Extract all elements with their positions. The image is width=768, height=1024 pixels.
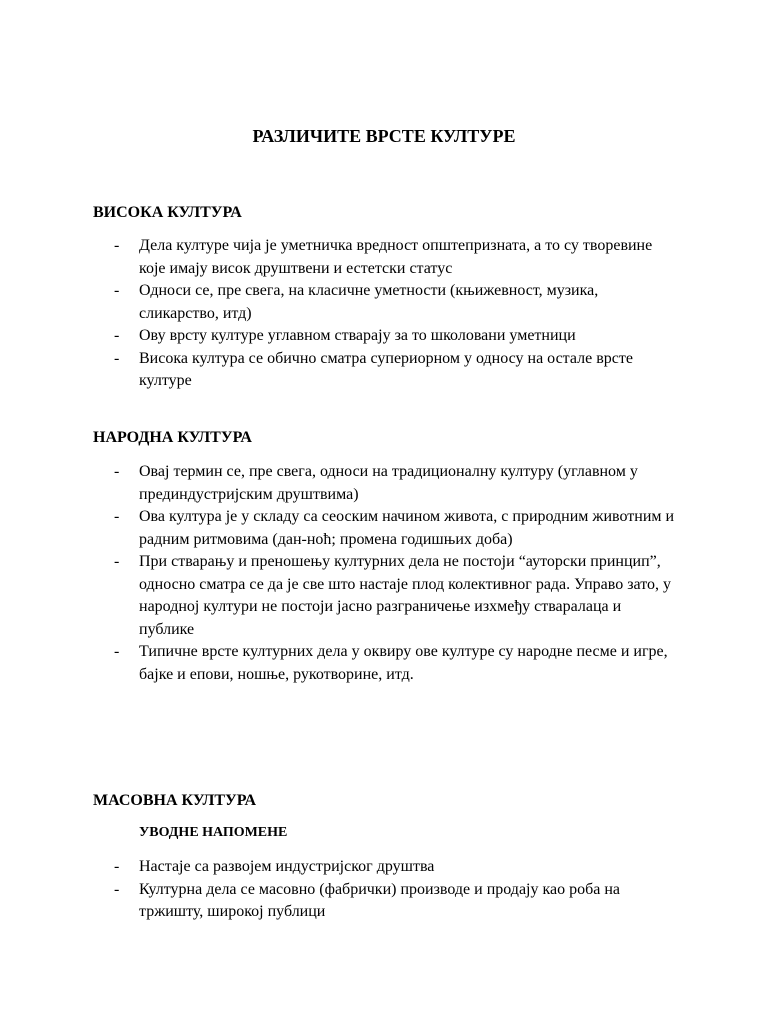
list-item-text: Настаје са развојем индустријског друштва [139,858,435,875]
subheading-uvodne-napomene: УВОДНЕ НАПОМЕНЕ [139,825,288,840]
bullet-list-narodna-kultura [0,461,768,686]
list-item [0,348,768,393]
list-item-text: Типичне врсте културних дела у оквиру ове културе су народне песме и игре, бајке и епови, ношње, рукотворине, итд. [139,643,668,683]
bullet-dash: - [114,463,120,480]
list-item [0,551,768,641]
list-item [0,461,768,506]
bullet-dash: - [114,858,120,875]
bullet-dash: - [114,282,120,299]
list-item-text: Овај термин се, пре свега, односи на традиционалну културу (углавном у прединдустријским друштвима) [139,463,638,503]
bullet-dash: - [114,349,120,367]
bullet-dash: - [114,327,120,344]
section-heading-masovna-kultura: МАСОВНА КУЛТУРА [93,792,257,809]
bullet-dash: - [114,643,120,660]
list-item [0,856,768,879]
bullet-dash: - [114,237,120,254]
list-item [0,235,768,280]
list-item-text: При стварању и преношењу културних дела не постоји “ауторски принцип”, односно сматра се да је све што настаје плод колективног рада. Управо зато, у народној култури не постоји јасно разграничење изхмеђу стваралаца и публике [139,553,671,638]
page-title: РАЗЛИЧИТЕ ВРСТЕ КУЛТУРЕ [252,126,516,146]
bullet-dash: - [114,553,120,570]
list-item [0,325,768,348]
section-heading-narodna-kultura: НАРОДНА КУЛТУРА [93,429,252,446]
list-item [0,879,768,924]
list-item [0,641,768,686]
bullet-dash: - [114,508,120,525]
list-item-text: Односи се, пре свега, на класичне уметности (књижевност, музика, сликарство, итд) [139,282,599,322]
list-item-text: Висока култура се обично сматра супериорном у односу на остале врсте културе [139,349,633,389]
bullet-list-visoka-kultura [0,235,768,393]
list-item [0,280,768,325]
list-item-text: Ову врсту културе углавном стварају за то школовани уметници [139,327,576,344]
list-item-text: Ова култура је у складу са сеоским начином живота, с природним животним и радним ритмовима (дан-ноћ; промена годишњих доба) [139,508,675,548]
list-item-text: Дела културе чија је уметничка вредност општепризната, а то су творевине које имају висок друштвени и естетски статус [139,237,653,277]
list-item [0,506,768,551]
bullet-list-masovna-kultura [0,856,768,924]
list-item-text: Културна дела се масовно (фабрички) производе и продају као роба на тржишту, широкој публици [139,880,621,920]
section-heading-visoka-kultura: ВИСОКА КУЛТУРА [93,204,242,221]
bullet-dash: - [114,880,120,898]
